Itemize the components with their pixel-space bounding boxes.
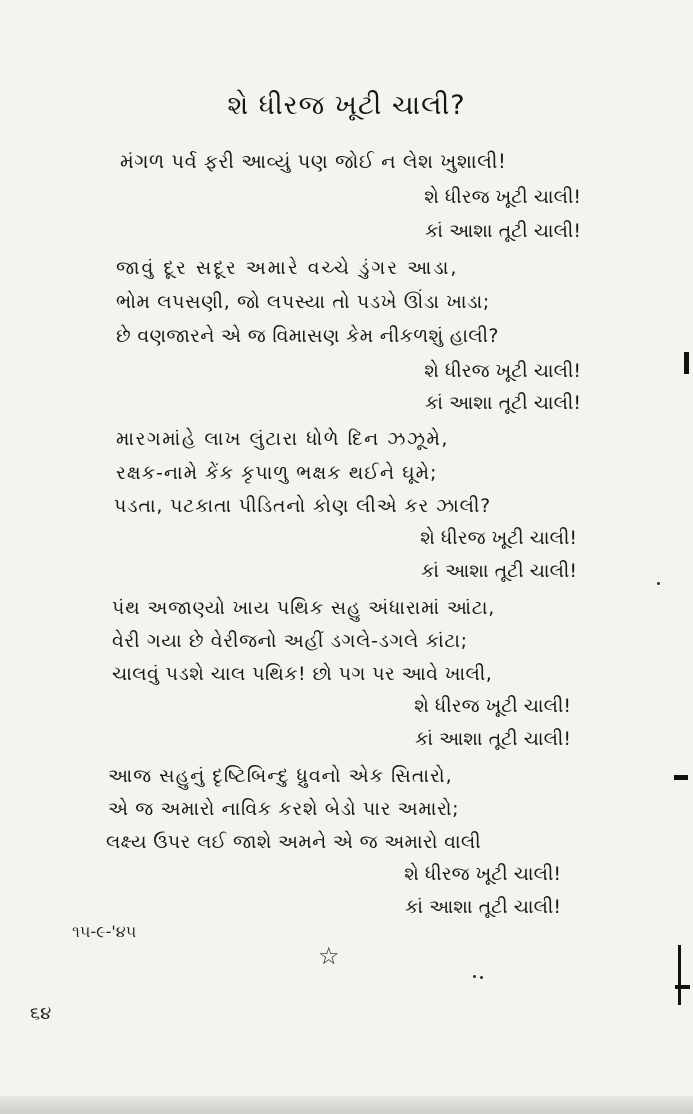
stanza-5-line-1: આજ સહુનું દૃષ્ટિબિન્દુ ધ્રુવનો એક સિતારો, [108,765,453,787]
stanza-2-line-2: ભોમ લપસણી, જો લપસ્યા તો પડખે ઊંડા ખાડા; [116,291,490,313]
poem-date: ૧૫-૯-'૪૫ [72,922,137,941]
stanza-1-refrain-2: કાં આશા તૂટી ચાલી! [424,220,581,242]
stanza-3-refrain-2: કાં આશા તૂટી ચાલી! [420,560,577,582]
poem-title: શે ધીરજ ખૂટી ચાલી? [227,90,466,121]
stanza-4-line-3: ચાલવું પડશે ચાલ પથિક! છો પગ પર આવે ખાલી, [112,663,493,685]
stanza-2-line-1: જાવું દૂર સદૂર અમારે વચ્ચે ડુંગર આડા, [116,257,459,279]
stanza-2-refrain-1: શે ધીરજ ખૂટી ચાલી! [424,360,581,382]
stanza-1-line-1: મંગળ પર્વ ફરી આવ્યું પણ જોઈ ન લેશ ખુશાલી! [120,150,507,173]
stanza-1-refrain-1: શે ધીરજ ખૂટી ચાલી! [424,186,581,208]
stanza-5-line-2: એ જ અમારો નાવિક કરશે બેડો પાર અમારો; [108,798,460,820]
stanza-2-line-3: છે વણજારને એ જ વિમાસણ કેમ નીકળશું હાલી? [116,325,499,347]
scan-mark [684,352,689,374]
stanza-4-refrain-1: શે ધીરજ ખૂટી ચાલી! [414,695,571,717]
scan-speck [473,975,476,978]
stanza-3-line-2: રક્ષક-નામે કેંક કૃપાળુ ભક્ષક થઈને ઘૂમે; [116,462,438,484]
star-ornament-icon: ☆ [318,942,340,970]
stanza-5-refrain-2: કાં આશા તૂટી ચાલી! [404,896,561,918]
scan-mark [678,945,681,1005]
scan-mark [674,775,688,780]
scan-speck [480,976,483,979]
stanza-5-refrain-1: શે ધીરજ ખૂટી ચાલી! [404,863,561,885]
scan-mark [675,985,690,989]
page-number: ૬૪ [30,1003,52,1024]
stanza-4-line-1: પંથ અજાણ્યો ખાય પથિક સહુ અંધારામાં આંટા, [112,597,496,619]
stanza-3-refrain-1: શે ધીરજ ખૂટી ચાલી! [420,527,577,549]
page-bottom-edge [0,1096,693,1114]
stanza-4-refrain-2: કાં આશા તૂટી ચાલી! [414,728,571,750]
scan-speck [657,582,660,585]
stanza-3-line-3: પડતા, પટકાતા પીડિતનો કોણ લીએ કર ઝાલી? [114,495,492,517]
stanza-5-line-3: લક્ષ્ય ઉપર લઈ જાશે અમને એ જ અમારો વાલી [106,831,482,853]
stanza-4-line-2: વેરી ગયા છે વેરીજનો અહીં ડગલે-ડગલે કાંટા; [112,630,468,652]
stanza-2-refrain-2: કાં આશા તૂટી ચાલી! [424,392,581,414]
stanza-3-line-1: મારગમાંહે લાખ લુંટારા ધોળે દિન ઝઝૂમે, [116,428,449,450]
